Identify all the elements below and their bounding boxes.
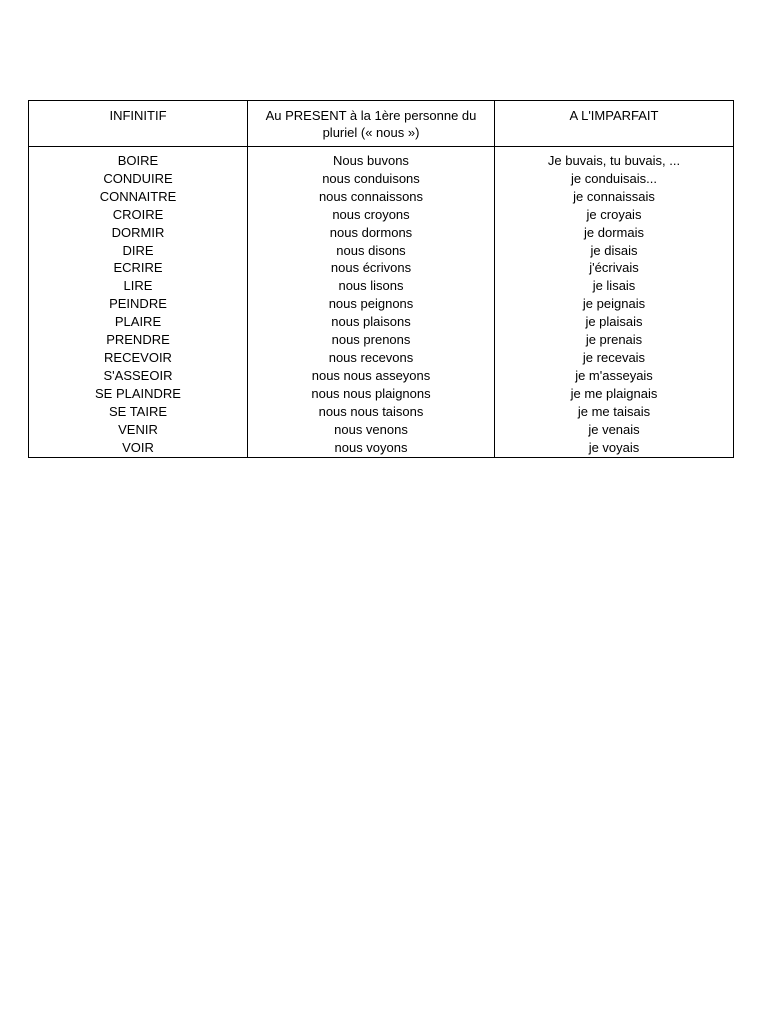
present-cell: nous dormons	[248, 224, 495, 242]
present-cell: nous prenons	[248, 331, 495, 349]
header-infinitif: INFINITIF	[29, 101, 248, 147]
imparfait-cell: je disais	[495, 242, 734, 260]
table-row	[29, 439, 734, 458]
present-cell: nous nous plaignons	[248, 385, 495, 403]
infinitive-cell: SE TAIRE	[29, 403, 248, 421]
header-row	[29, 101, 734, 147]
imparfait-cell: je conduisais...	[495, 170, 734, 188]
present-cell: nous disons	[248, 242, 495, 260]
table-row	[29, 385, 734, 403]
table-row	[29, 277, 734, 295]
present-cell: nous voyons	[248, 439, 495, 458]
imparfait-cell: Je buvais, tu buvais, ...	[495, 147, 734, 170]
infinitive-cell: CONNAITRE	[29, 188, 248, 206]
imparfait-cell: je venais	[495, 421, 734, 439]
table-row	[29, 349, 734, 367]
infinitive-cell: VENIR	[29, 421, 248, 439]
verb-conjugation-table	[28, 100, 734, 458]
table-row	[29, 170, 734, 188]
infinitive-cell: S'ASSEOIR	[29, 367, 248, 385]
table-row	[29, 206, 734, 224]
imparfait-cell: je croyais	[495, 206, 734, 224]
imparfait-cell: je plaisais	[495, 313, 734, 331]
imparfait-cell: je connaissais	[495, 188, 734, 206]
present-cell: nous conduisons	[248, 170, 495, 188]
table-row	[29, 295, 734, 313]
table-row	[29, 147, 734, 170]
imparfait-cell: je me plaignais	[495, 385, 734, 403]
table-row	[29, 188, 734, 206]
table-row	[29, 421, 734, 439]
infinitive-cell: RECEVOIR	[29, 349, 248, 367]
table-header	[29, 101, 734, 147]
present-cell: nous connaissons	[248, 188, 495, 206]
infinitive-cell: DORMIR	[29, 224, 248, 242]
present-cell: nous plaisons	[248, 313, 495, 331]
infinitive-cell: CROIRE	[29, 206, 248, 224]
infinitive-cell: ECRIRE	[29, 259, 248, 277]
infinitive-cell: VOIR	[29, 439, 248, 458]
imparfait-cell: je peignais	[495, 295, 734, 313]
table-row	[29, 224, 734, 242]
header-present: Au PRESENT à la 1ère personne du pluriel (« nous »)	[248, 101, 495, 147]
imparfait-cell: j'écrivais	[495, 259, 734, 277]
present-cell: nous recevons	[248, 349, 495, 367]
infinitive-cell: LIRE	[29, 277, 248, 295]
table-row	[29, 403, 734, 421]
infinitive-cell: BOIRE	[29, 147, 248, 170]
imparfait-cell: je prenais	[495, 331, 734, 349]
present-cell: nous croyons	[248, 206, 495, 224]
imparfait-cell: je lisais	[495, 277, 734, 295]
imparfait-cell: je voyais	[495, 439, 734, 458]
imparfait-cell: je me taisais	[495, 403, 734, 421]
header-imparfait: A L'IMPARFAIT	[495, 101, 734, 147]
table-row	[29, 313, 734, 331]
table-row	[29, 367, 734, 385]
imparfait-cell: je recevais	[495, 349, 734, 367]
infinitive-cell: CONDUIRE	[29, 170, 248, 188]
present-cell: nous venons	[248, 421, 495, 439]
table-row	[29, 331, 734, 349]
table-body	[29, 147, 734, 458]
present-cell: nous nous asseyons	[248, 367, 495, 385]
present-cell: nous peignons	[248, 295, 495, 313]
present-cell: nous lisons	[248, 277, 495, 295]
imparfait-cell: je m'asseyais	[495, 367, 734, 385]
table-row	[29, 259, 734, 277]
infinitive-cell: PLAIRE	[29, 313, 248, 331]
table-row	[29, 242, 734, 260]
present-cell: nous nous taisons	[248, 403, 495, 421]
present-cell: Nous buvons	[248, 147, 495, 170]
infinitive-cell: PRENDRE	[29, 331, 248, 349]
infinitive-cell: SE PLAINDRE	[29, 385, 248, 403]
infinitive-cell: PEINDRE	[29, 295, 248, 313]
present-cell: nous écrivons	[248, 259, 495, 277]
infinitive-cell: DIRE	[29, 242, 248, 260]
imparfait-cell: je dormais	[495, 224, 734, 242]
